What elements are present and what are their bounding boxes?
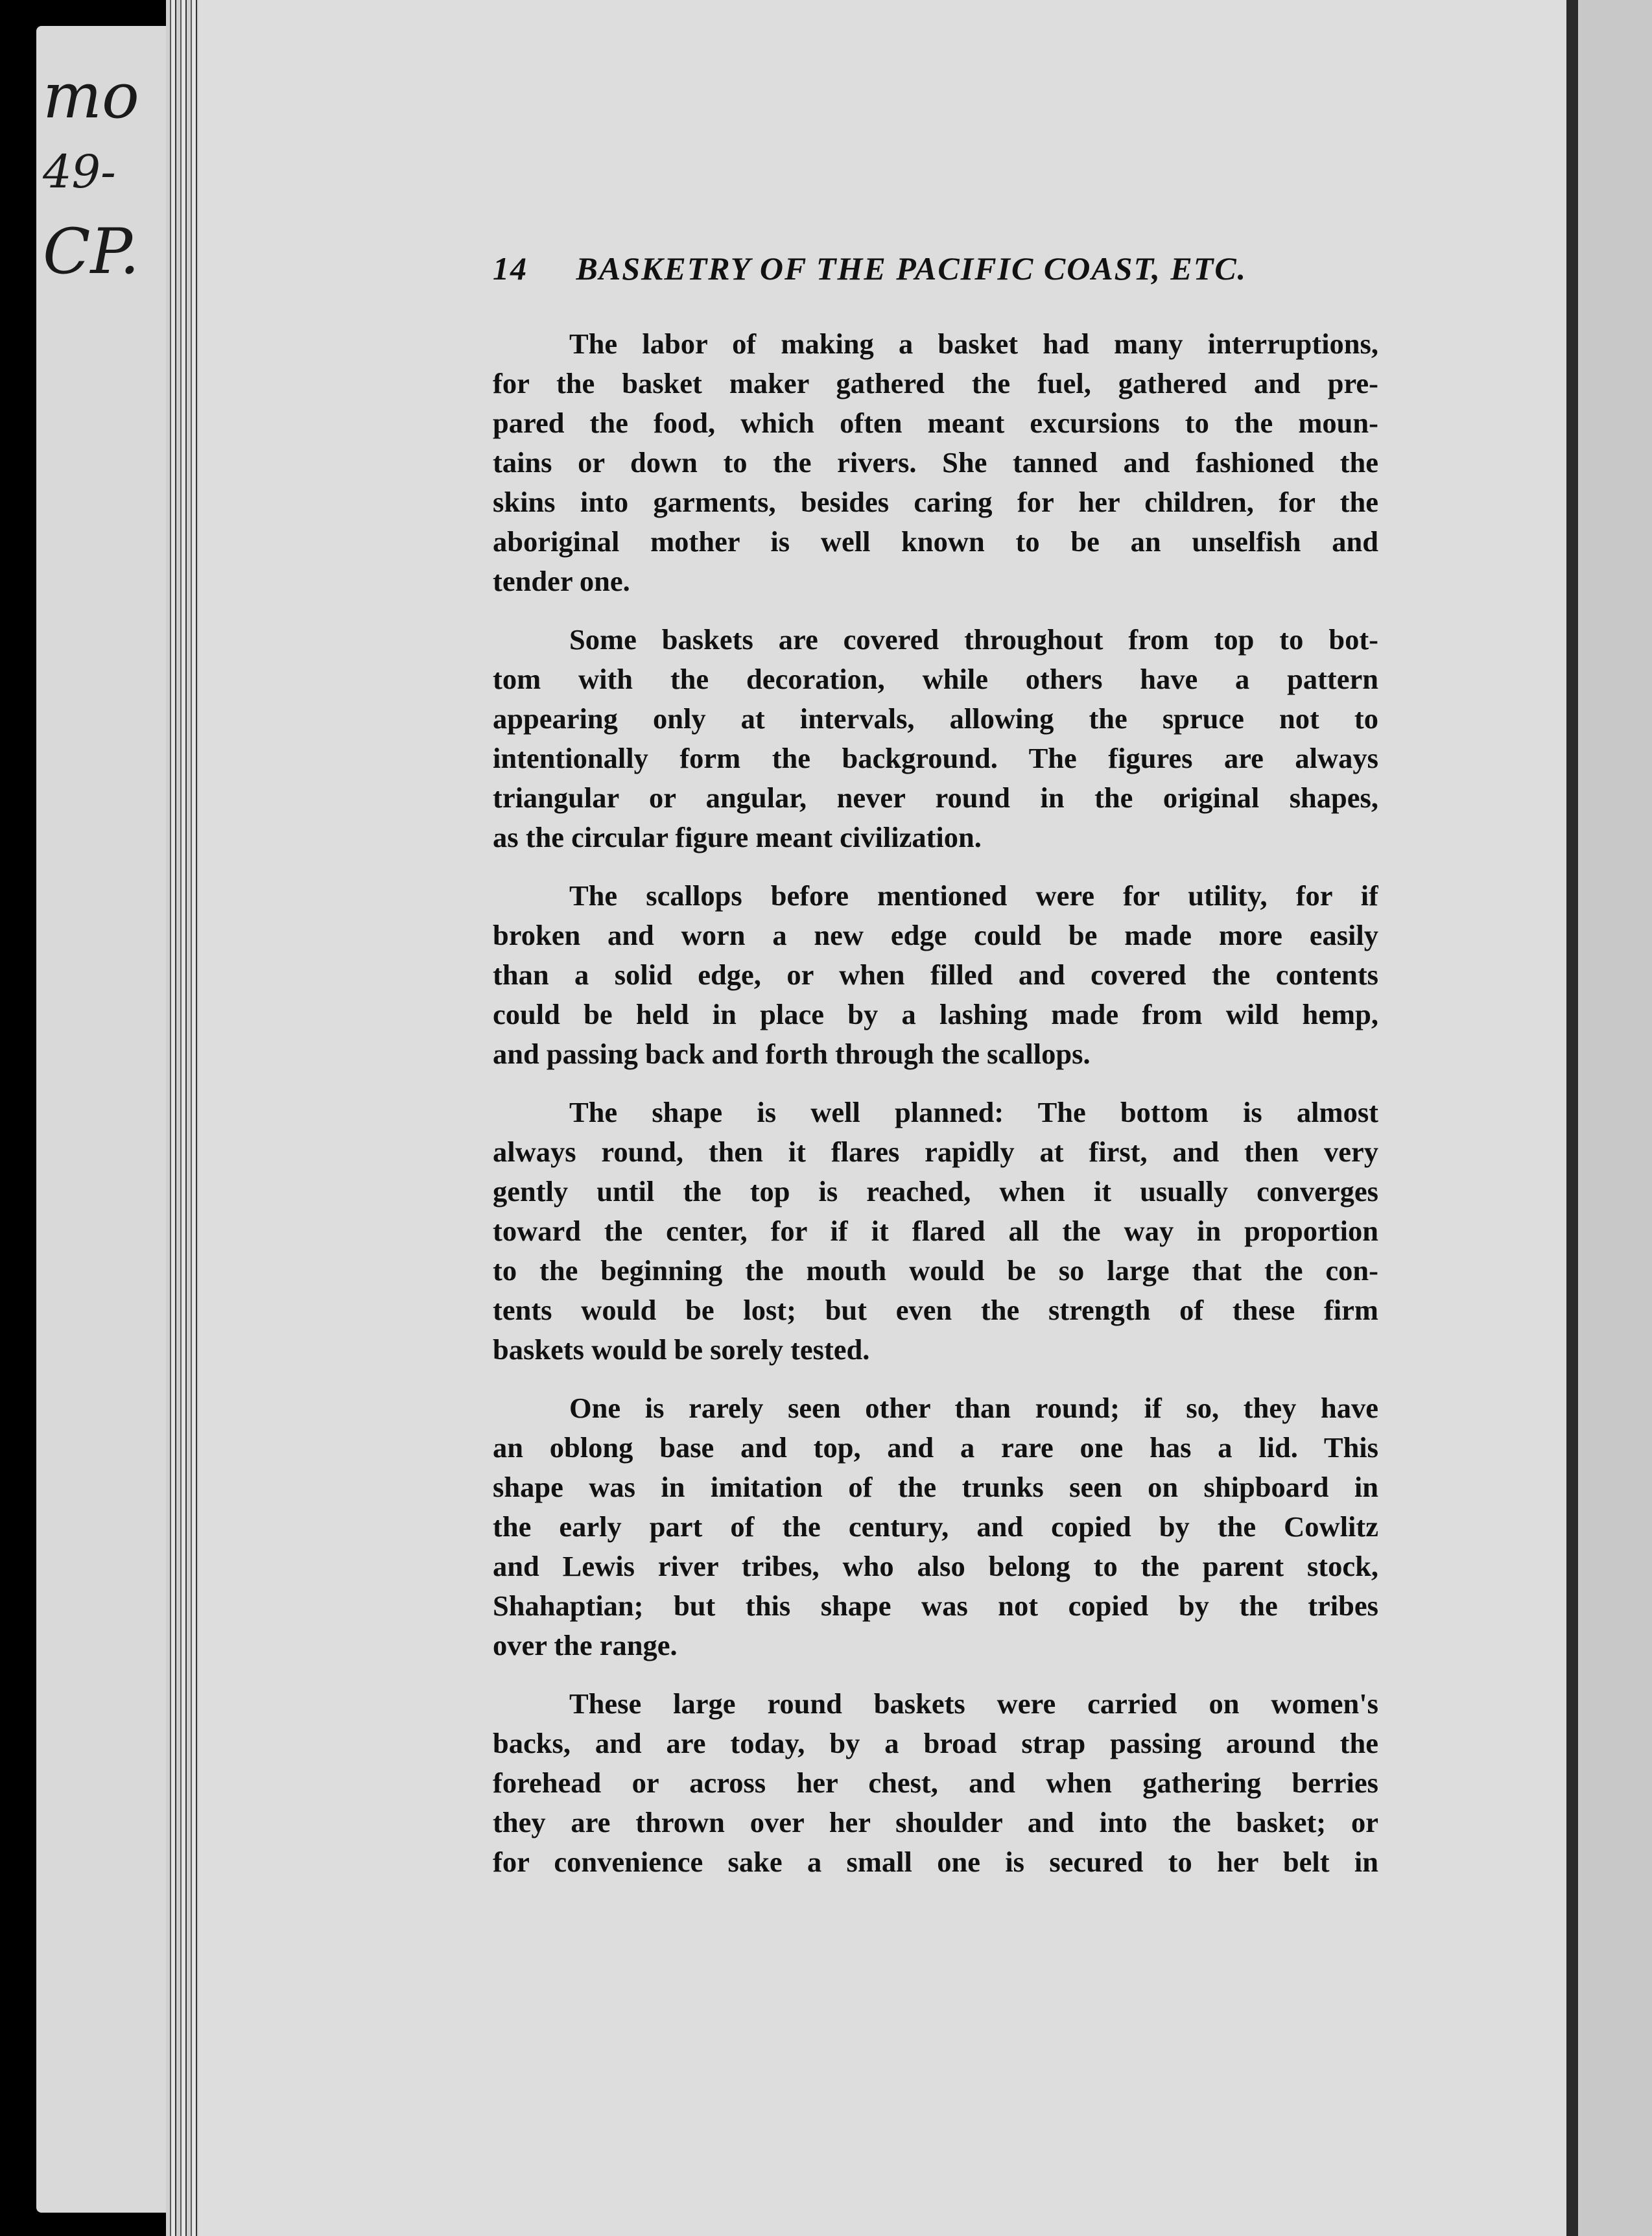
text-line: The labor of making a basket had many interruptions, <box>569 327 1378 360</box>
facing-page-edge <box>1578 0 1652 2236</box>
text-line: for the basket maker gathered the fuel, gathered and pre- <box>493 367 1378 399</box>
text-line: to the beginning the mouth would be so large that the con- <box>493 1254 1378 1287</box>
text-line: the early part of the century, and copied by the Cowlitz <box>493 1510 1378 1543</box>
page-number: 14 <box>493 250 528 287</box>
margin-handwriting-line: 49- <box>43 145 116 198</box>
text-line: pared the food, which often meant excursions to the moun- <box>493 407 1378 439</box>
text-line: an oblong base and top, and a rare one has a lid. This <box>493 1431 1378 1464</box>
binding-stub <box>36 26 166 2213</box>
text-line: skins into garments, besides caring for her children, for the <box>493 486 1378 518</box>
text-line: than a solid edge, or when filled and covered the contents <box>493 958 1378 991</box>
text-line: One is rarely seen other than round; if so, they have <box>569 1392 1378 1424</box>
running-head-title: BASKETRY OF THE PACIFIC COAST, ETC. <box>576 250 1247 287</box>
paragraph <box>493 1093 1378 1370</box>
text-line: The shape is well planned: The bottom is almost <box>569 1096 1378 1128</box>
running-head <box>493 250 1310 295</box>
text-line: tents would be lost; but even the strength of these firm <box>493 1294 1378 1326</box>
text-line: over the range. <box>493 1629 678 1661</box>
paragraph <box>493 324 1378 601</box>
text-line: tender one. <box>493 565 630 597</box>
page-gutter-shadow <box>1566 0 1578 2236</box>
text-line: forehead or across her chest, and when gathering berries <box>493 1766 1378 1799</box>
paragraph <box>493 1388 1378 1665</box>
text-line: These large round baskets were carried on women's <box>569 1687 1378 1720</box>
text-line: aboriginal mother is well known to be an unselfish and <box>493 525 1378 558</box>
paragraph <box>493 876 1378 1074</box>
text-line: Some baskets are covered throughout from top to bot- <box>569 623 1378 656</box>
text-line: always round, then it flares rapidly at first, and then very <box>493 1136 1378 1168</box>
text-line: triangular or angular, never round in the original shapes, <box>493 781 1378 814</box>
text-line: toward the center, for if it flared all the way in proportion <box>493 1215 1378 1247</box>
text-line: shape was in imitation of the trunks seen on shipboard in <box>493 1471 1378 1503</box>
text-line: The scallops before mentioned were for utility, for if <box>569 879 1378 912</box>
text-line: Shahaptian; but this shape was not copied by the tribes <box>493 1589 1378 1622</box>
text-line: they are thrown over her shoulder and into the basket; or <box>493 1806 1378 1838</box>
text-line: and passing back and forth through the scallops. <box>493 1038 1091 1070</box>
text-line: intentionally form the background. The figures are always <box>493 742 1378 774</box>
paragraph <box>493 1684 1378 1882</box>
text-line: baskets would be sorely tested. <box>493 1333 870 1366</box>
text-line: backs, and are today, by a broad strap passing around the <box>493 1727 1378 1759</box>
text-line: broken and worn a new edge could be made more easily <box>493 919 1378 951</box>
text-line: for convenience sake a small one is secured to her belt in <box>493 1846 1378 1878</box>
text-line: appearing only at intervals, allowing the spruce not to <box>493 702 1378 735</box>
text-line: tains or down to the rivers. She tanned and fashioned the <box>493 446 1378 479</box>
paragraph <box>493 620 1378 857</box>
page-leaf-edges <box>166 0 198 2236</box>
margin-handwriting-line: mo <box>43 60 139 132</box>
body-text <box>493 324 1378 1901</box>
text-line: and Lewis river tribes, who also belong to the parent stock, <box>493 1550 1378 1582</box>
text-line: gently until the top is reached, when it usually converges <box>493 1175 1378 1207</box>
text-line: could be held in place by a lashing made from wild hemp, <box>493 998 1378 1030</box>
text-line: as the circular figure meant civilization. <box>493 821 982 853</box>
text-line: tom with the decoration, while others have a pattern <box>493 663 1378 695</box>
margin-handwriting-line: CP. <box>43 215 140 288</box>
